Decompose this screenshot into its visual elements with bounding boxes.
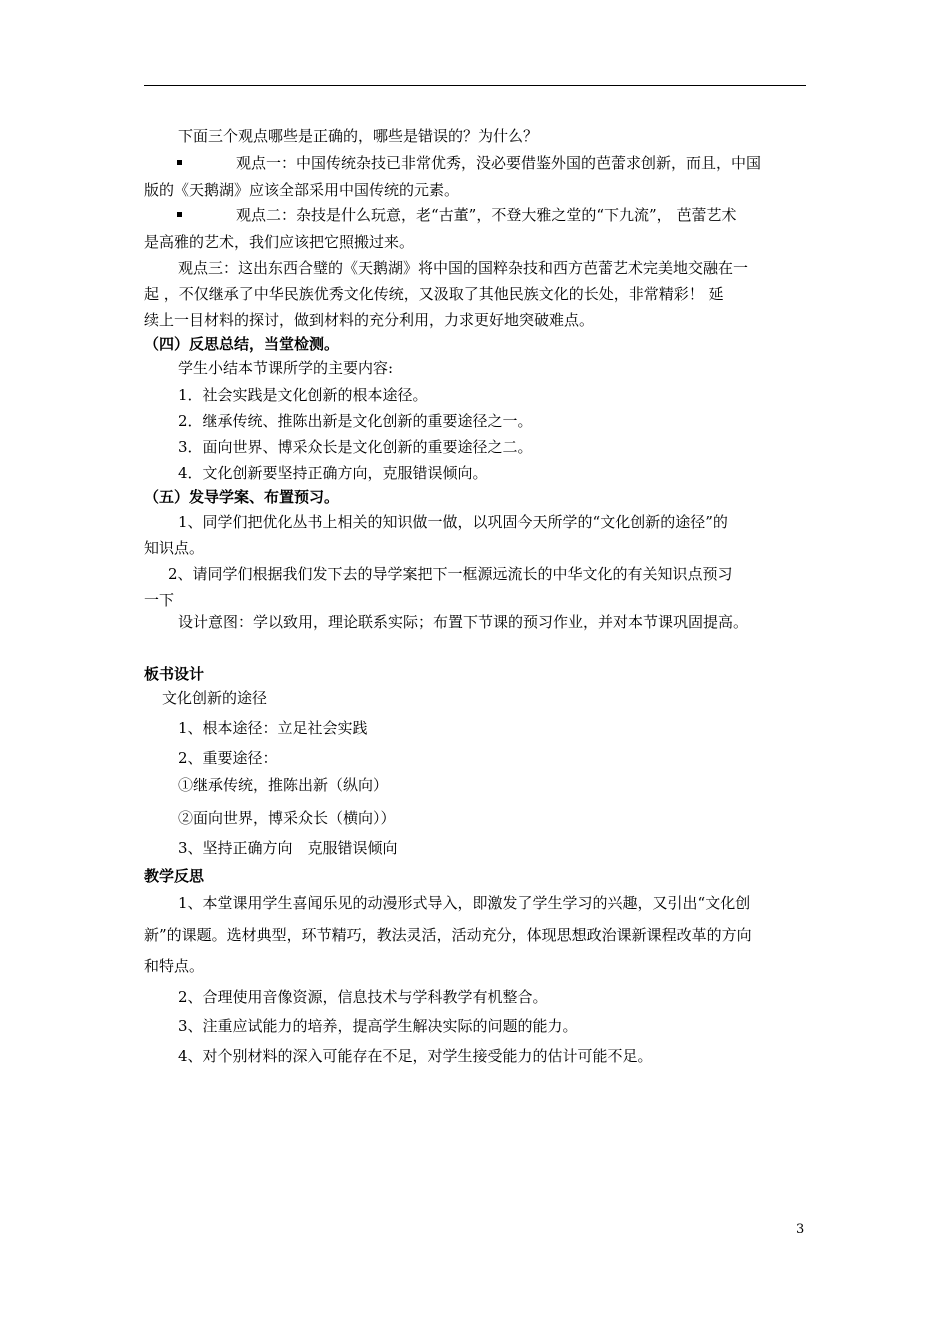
section-five-para-1-line-1: 1、同学们把优化丛书上相关的知识做一做，以巩固今天所学的“文化创新的途径”的 bbox=[178, 513, 728, 531]
section-four-intro: 学生小结本节课所学的主要内容: bbox=[178, 359, 394, 377]
section-five-para-2-line-1: 2、请同学们根据我们发下去的导学案把下一框源远流长的中华文化的有关知识点预习 bbox=[168, 565, 733, 583]
reflection-item-1-line-2: 新”的课题。选材典型，环节精巧，教法灵活，活动充分，体现思想政治课新课程改革的方向 bbox=[144, 926, 752, 944]
view-two-line-2: 是高雅的艺术，我们应该把它照搬过来。 bbox=[144, 233, 415, 251]
summary-item-4: 4．文化创新要坚持正确方向，克服错误倾向。 bbox=[178, 464, 488, 482]
page-number: 3 bbox=[796, 1222, 805, 1237]
view-one-line-2: 版的《天鹅湖》应该全部采用中国传统的元素。 bbox=[144, 181, 460, 199]
reflection-item-2: 2、合理使用音像资源，信息技术与学科教学有机整合。 bbox=[178, 988, 548, 1006]
reflection-item-3: 3、注重应试能力的培养，提高学生解决实际的问题的能力。 bbox=[178, 1017, 578, 1035]
section-four-heading: （四）反思总结，当堂检测。 bbox=[144, 335, 340, 353]
question-intro: 下面三个观点哪些是正确的，哪些是错误的？为什么？ bbox=[178, 127, 539, 145]
section-five-para-1-line-2: 知识点。 bbox=[144, 539, 205, 557]
reflection-item-1-line-3: 和特点。 bbox=[144, 957, 205, 975]
header-rule bbox=[144, 85, 806, 86]
summary-item-2: 2．继承传统、推陈出新是文化创新的重要途径之一。 bbox=[178, 412, 533, 430]
summary-item-3: 3．面向世界、博采众长是文化创新的重要途径之二。 bbox=[178, 438, 533, 456]
reflection-item-4: 4、对个别材料的深入可能存在不足，对学生接受能力的估计可能不足。 bbox=[178, 1047, 653, 1065]
reflection-heading: 教学反思 bbox=[144, 867, 205, 885]
bullet-square-icon bbox=[177, 160, 182, 165]
summary-item-1: 1．社会实践是文化创新的根本途径。 bbox=[178, 386, 428, 404]
board-item-2b: ②面向世界，博采众长（横向）） bbox=[178, 809, 396, 827]
view-two-line-1: 观点二：杂技是什么玩意，老“古董”，不登大雅之堂的“下九流”， 芭蕾艺术 bbox=[236, 206, 737, 224]
board-item-2: 2、重要途径： bbox=[178, 749, 278, 767]
section-five-para-2-line-2: 一下 bbox=[144, 591, 175, 609]
view-one-line-1: 观点一：中国传统杂技已非常优秀，没必要借鉴外国的芭蕾求创新，而且，中国 bbox=[236, 154, 762, 172]
board-design-heading: 板书设计 bbox=[144, 665, 205, 683]
board-item-2a: ①继承传统，推陈出新（纵向） bbox=[178, 776, 389, 794]
view-three-line-3: 续上一目材料的探讨，做到材料的充分利用，力求更好地突破难点。 bbox=[144, 311, 595, 329]
reflection-item-1-line-1: 1、本堂课用学生喜闻乐见的动漫形式导入，即激发了学生学习的兴趣，又引出“文化创 bbox=[178, 894, 751, 912]
view-three-line-1: 观点三：这出东西合璧的《天鹅湖》将中国的国粹杂技和西方芭蕾艺术完美地交融在一 bbox=[178, 259, 749, 277]
design-intent: 设计意图：学以致用，理论联系实际；布置下节课的预习作业，并对本节课巩固提高。 bbox=[178, 613, 749, 631]
board-item-3: 3、坚持正确方向 克服错误倾向 bbox=[178, 839, 398, 857]
board-item-1: 1、根本途径：立足社会实践 bbox=[178, 719, 368, 737]
view-three-line-2: 起 ，不仅继承了中华民族优秀文化传统，又汲取了其他民族文化的长处，非常精彩！ 延 bbox=[144, 285, 724, 303]
bullet-square-icon bbox=[177, 212, 182, 217]
board-title: 文化创新的途径 bbox=[162, 689, 268, 707]
section-five-heading: （五）发导学案、布置预习。 bbox=[144, 488, 340, 506]
